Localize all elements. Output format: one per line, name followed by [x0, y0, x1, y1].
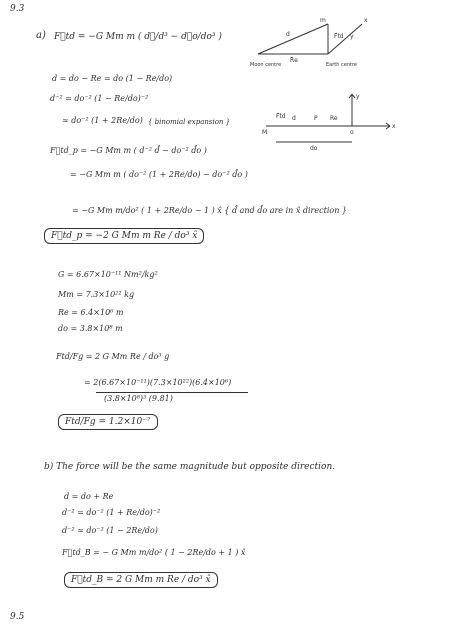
diagram-label-d: d: [286, 31, 290, 38]
eq-d: d = do − Re = do (1 − Re/do): [52, 74, 173, 83]
eq-force: F⃗td = −G Mm m ( d⃗/d³ − d⃗o/do³ ): [54, 32, 222, 42]
eq-b-ftd: F⃗td_B = − G Mm m/do² ( 1 − 2Re/do + 1 ) x̂: [62, 548, 246, 557]
axis-label-d: d: [292, 115, 296, 122]
diagram-label-re: R⃗e: [290, 57, 298, 64]
diagram-label-x: x: [364, 17, 368, 24]
part-b-statement: b) The force will be the same magnitude but opposite direction.: [44, 462, 336, 472]
triangle-diagram: [250, 16, 380, 86]
axis-label-x: x: [392, 123, 396, 130]
diagram-label-m: m: [320, 17, 326, 24]
boxed-result-b: F⃗td_B = 2 G Mm m Re / do³ x̂: [64, 572, 218, 588]
const-g: G = 6.67×10⁻¹¹ Nm²/kg²: [58, 270, 158, 279]
axis-label-f: F⃗td: [276, 113, 286, 120]
axis-label-do: do: [310, 145, 318, 152]
fraction-bar: [96, 392, 248, 393]
diagram-label-y: y: [350, 33, 354, 40]
diagram-label-f: F⃗td: [334, 33, 344, 40]
part-a-label: a): [36, 30, 46, 41]
const-re: Re = 6.4×10⁶ m: [58, 308, 124, 317]
ratio-eq: Ftd/Fg = 2 G Mm Re / do³ g: [56, 352, 170, 361]
boxed-ratio-result: Ftd/Fg = 1.2×10⁻⁷: [58, 414, 158, 430]
eq-b-d: d = do + Re: [64, 492, 114, 501]
footer-number: 9.5: [10, 612, 25, 622]
axis-label-y: y: [356, 93, 360, 100]
eq-b-d-pow: d⁻² = do⁻² (1 + Re/do)⁻²: [62, 508, 161, 517]
eq-ftd-p2: = −G Mm m ( do⁻² (1 + 2Re/do) − do⁻² d̂o ): [70, 170, 248, 179]
eq-d-expand: ≈ do⁻² (1 + 2Re/do): [62, 116, 143, 125]
eq-ftd-p3: = −G Mm m/do² ( 1 + 2Re/do − 1 ) x̂ { d̂ and d̂o are in x̂ direction }: [72, 206, 347, 215]
diagram-label-earth: Earth centre: [326, 62, 357, 68]
vector-d-line: [258, 24, 328, 54]
eq-d-pow: d⁻² = do⁻² (1 − Re/do)⁻²: [50, 94, 149, 103]
const-do: do = 3.8×10⁸ m: [58, 324, 123, 333]
axis-label-o: o: [350, 129, 354, 136]
axis-diagram: [262, 90, 402, 150]
boxed-result-a: F⃗td_p = −2 G Mm m Re / do³ x̂: [44, 228, 204, 244]
axis-label-re: Re: [330, 115, 338, 122]
problem-number: 9.3: [10, 4, 25, 14]
ratio-den: (3.8×10⁸)³ (9.81): [104, 394, 173, 403]
eq-b-d-expand: d⁻² ≈ do⁻² (1 − 2Re/do): [62, 526, 158, 535]
ratio-sub: = 2(6.67×10⁻¹¹)(7.3×10²²)(6.4×10⁶): [84, 378, 232, 387]
diagram-label-moon: Moon centre: [250, 62, 282, 68]
const-mm: Mm = 7.3×10²² kg: [58, 290, 135, 299]
note-binomial: { binomial expansion }: [148, 118, 231, 126]
axis-label-p: P: [314, 115, 318, 122]
eq-ftd-p: F⃗td_p = −G Mm m ( d⁻² d̂ − do⁻² d̂o ): [50, 146, 207, 155]
axis-label-m: M: [262, 129, 268, 136]
